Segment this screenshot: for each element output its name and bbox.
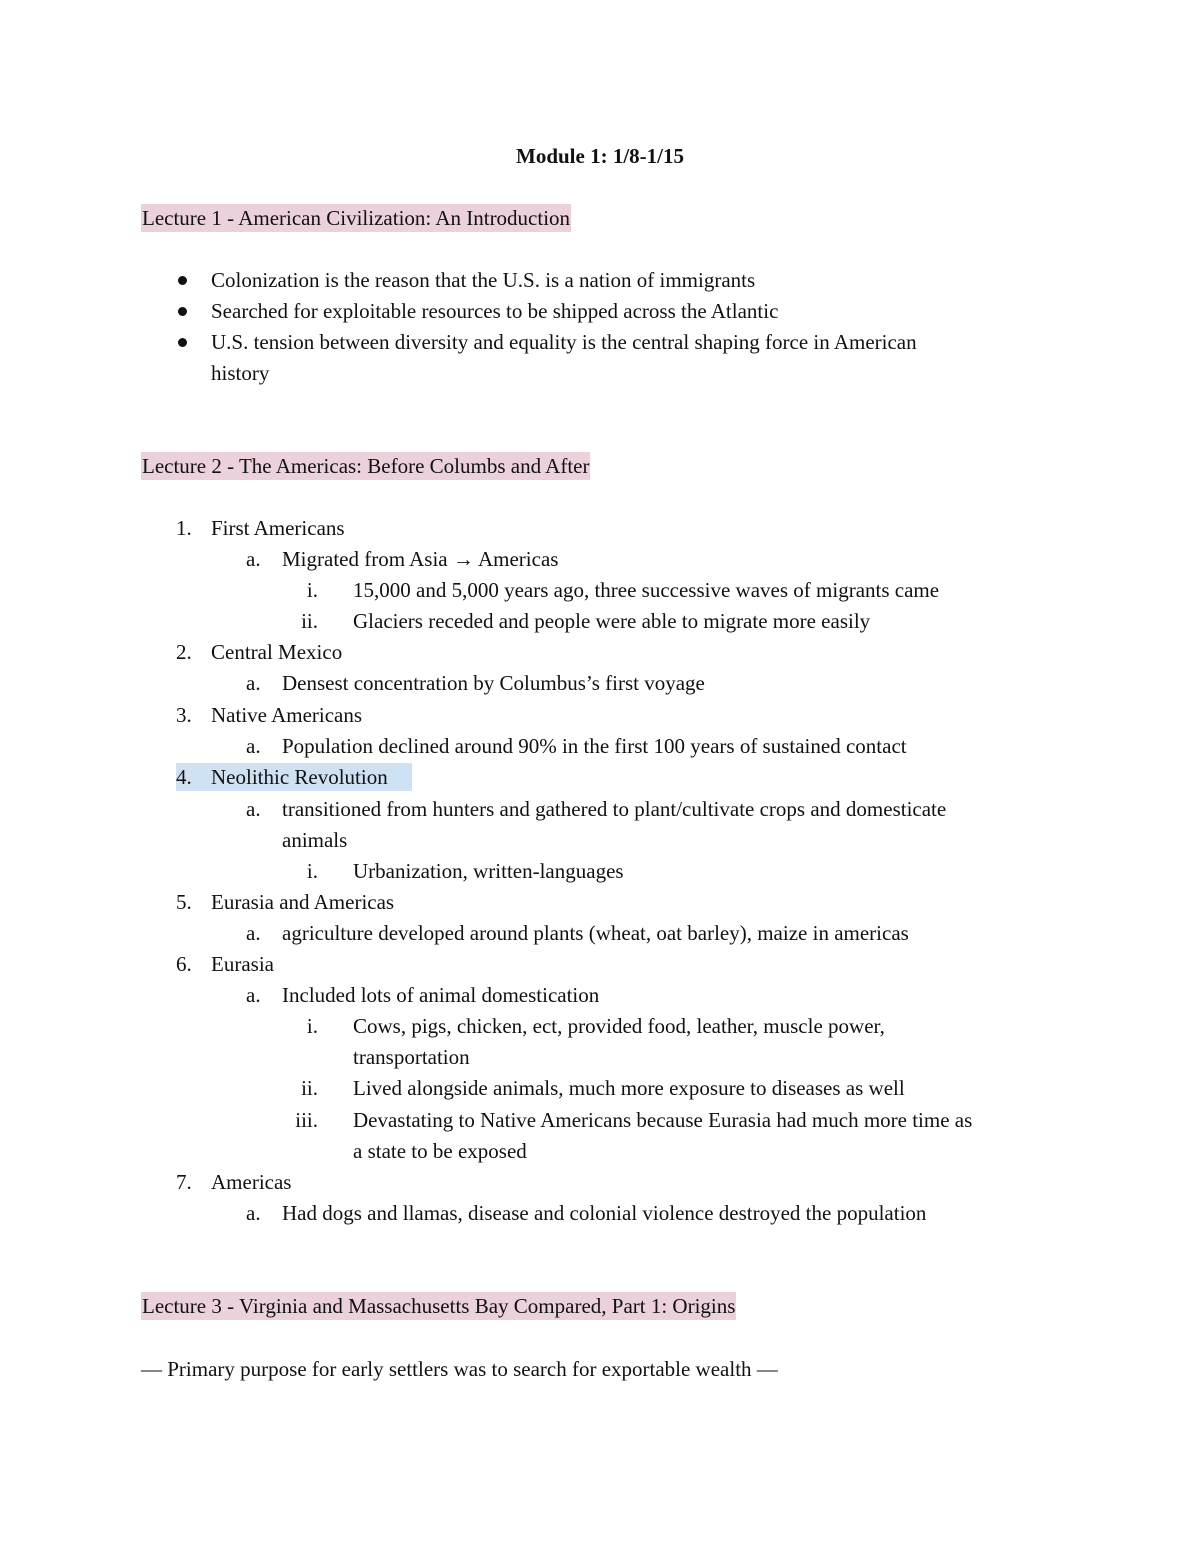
list-item: Had dogs and llamas, disease and colonial violence destroyed the population [282, 1201, 927, 1225]
list-item: Glaciers receded and people were able to migrate more easily [353, 609, 871, 633]
list-marker: 4. [176, 765, 192, 789]
list-item: Included lots of animal domestication [282, 983, 600, 1007]
list-item: Americas [211, 1170, 292, 1194]
list-marker: 7. [176, 1170, 192, 1194]
list-marker: a. [246, 1201, 261, 1225]
list-item: Searched for exploitable resources to be shipped across the Atlantic [211, 299, 779, 323]
bullet-icon [178, 276, 187, 285]
list-marker: a. [246, 671, 261, 695]
list-marker: i. [306, 578, 318, 602]
bullet-icon [178, 338, 187, 347]
list-item: Migrated from Asia → Americas [282, 547, 559, 571]
list-marker: a. [246, 983, 261, 1007]
list-item-continuation: animals [282, 828, 348, 852]
list-marker: 2. [176, 640, 192, 664]
bullet-icon [178, 307, 187, 316]
lecture-1-heading: Lecture 1 - American Civilization: An Introduction [142, 206, 571, 230]
list-item: Cows, pigs, chicken, ect, provided food, leather, muscle power, [353, 1014, 885, 1038]
list-item: Eurasia and Americas [211, 890, 395, 914]
list-item-highlighted: Neolithic Revolution [211, 765, 388, 789]
list-marker: a. [246, 921, 261, 945]
list-item: First Americans [211, 516, 345, 540]
list-item: Population declined around 90% in the first 100 years of sustained contact [282, 734, 907, 758]
list-marker: a. [246, 734, 261, 758]
list-marker: a. [246, 547, 261, 571]
list-marker: a. [246, 797, 261, 821]
list-marker: i. [306, 1014, 318, 1038]
list-marker: 5. [176, 890, 192, 914]
list-marker: 3. [176, 703, 192, 727]
lecture-3-heading: Lecture 3 - Virginia and Massachusetts Bay Compared, Part 1: Origins [142, 1294, 736, 1318]
list-item: Devastating to Native Americans because Eurasia had much more time as [353, 1108, 973, 1132]
lecture-2-heading: Lecture 2 - The Americas: Before Columbs and After [142, 454, 590, 478]
list-marker: 1. [176, 516, 192, 540]
list-item: agriculture developed around plants (wheat, oat barley), maize in americas [282, 921, 909, 945]
list-marker: ii. [301, 609, 318, 633]
list-item: Eurasia [211, 952, 274, 976]
list-item: Central Mexico [211, 640, 343, 664]
list-item: Native Americans [211, 703, 363, 727]
list-item-continuation: a state to be exposed [353, 1139, 527, 1163]
list-item: U.S. tension between diversity and equality is the central shaping force in American [211, 330, 917, 354]
page-title: Module 1: 1/8-1/15 [516, 144, 684, 168]
list-item: Lived alongside animals, much more exposure to diseases as well [353, 1076, 905, 1100]
list-item-continuation: history [211, 361, 270, 385]
list-item: transitioned from hunters and gathered to plant/cultivate crops and domesticate [282, 797, 947, 821]
list-marker: 6. [176, 952, 192, 976]
list-item: Colonization is the reason that the U.S. is a nation of immigrants [211, 268, 756, 292]
list-item: Densest concentration by Columbus’s first voyage [282, 671, 705, 695]
list-marker: i. [306, 859, 318, 883]
list-marker: ii. [301, 1076, 318, 1100]
list-marker: iii. [295, 1108, 318, 1132]
list-item: Urbanization, written-languages [353, 859, 624, 883]
list-item: 15,000 and 5,000 years ago, three successive waves of migrants came [353, 578, 940, 602]
list-item-continuation: transportation [353, 1045, 470, 1069]
lecture-3-note: — Primary purpose for early settlers was to search for exportable wealth — [141, 1357, 778, 1381]
